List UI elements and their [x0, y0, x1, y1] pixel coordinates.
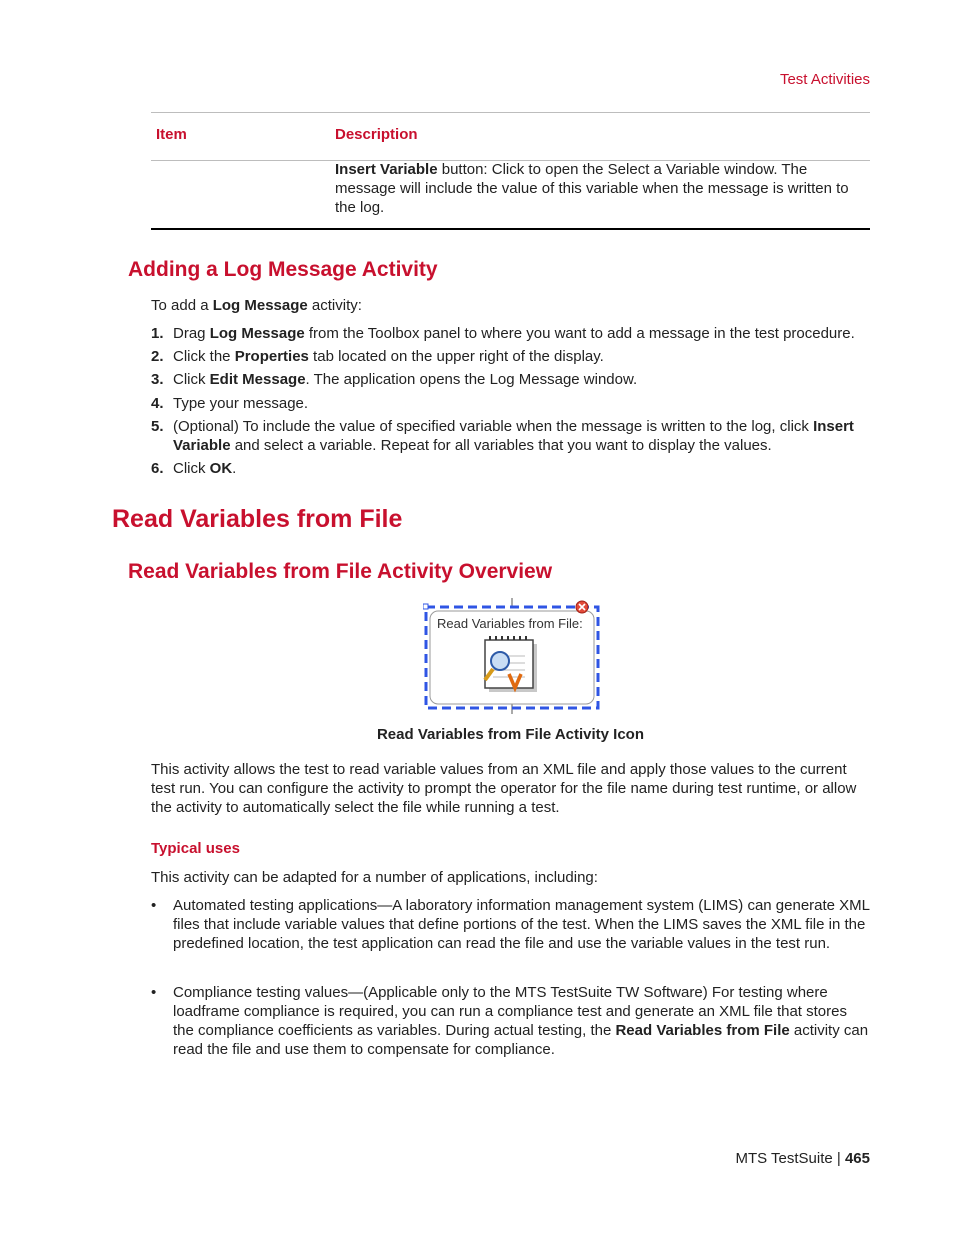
- table-header-description: Description: [335, 126, 418, 143]
- footer-separator: |: [832, 1150, 845, 1167]
- section-heading-log-message: Adding a Log Message Activity: [128, 258, 438, 281]
- typical-uses-heading: Typical uses: [151, 840, 240, 857]
- figure-caption: Read Variables from File Activity Icon: [376, 726, 645, 743]
- table-row-bold: Insert Variable: [335, 161, 438, 178]
- log-intro: To add a Log Message activity:: [151, 297, 362, 314]
- activity-box-label: Read Variables from File:: [437, 616, 583, 631]
- page-number: 465: [844, 1150, 870, 1167]
- table-header-item: Item: [156, 126, 187, 143]
- chapter-title: Read Variables from File: [112, 505, 403, 533]
- activity-figure: [423, 598, 601, 714]
- table-row-description: [335, 160, 870, 217]
- page-footer: [735, 1150, 870, 1167]
- typical-uses-intro: This activity can be adapted for a number of applications, including:: [151, 869, 598, 886]
- table-row-text: button: Click to open the Select a Variable window. The message will include the value of this variable when the message is written to the log.: [335, 161, 849, 216]
- section-heading-overview: Read Variables from File Activity Overview: [128, 560, 553, 583]
- running-header: Test Activities: [779, 71, 870, 88]
- footer-product: MTS TestSuite: [735, 1150, 833, 1167]
- overview-paragraph: This activity allows the test to read variable values from an XML file and apply those values to the current test run. You can configure the activity to prompt the operator for the file name during test runtime, or allow the activity to automatically select the file while running a test.: [151, 761, 857, 816]
- table-top-rule: [151, 112, 870, 113]
- read-variables-icon: [485, 636, 537, 692]
- table-bottom-rule: [151, 228, 870, 230]
